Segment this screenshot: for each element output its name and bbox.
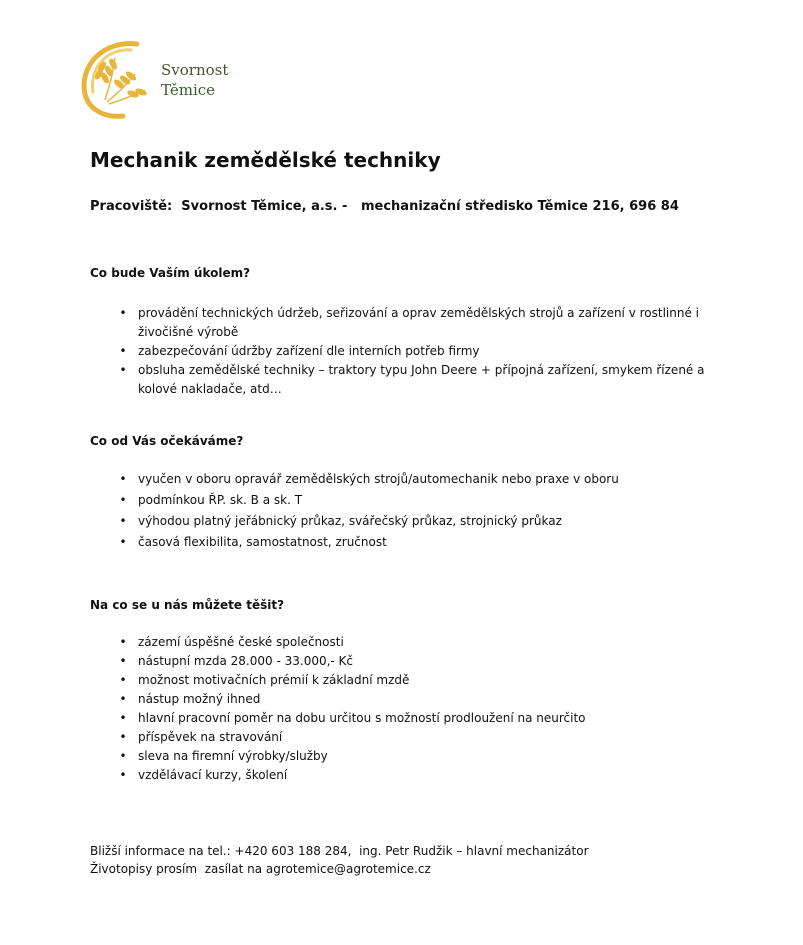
workplace-line: Pracoviště: Svornost Těmice, a.s. - mechanizační středisko Těmice 216, 696 84 [90,199,679,214]
list-item: • sleva na firemní výrobky/služby [119,749,328,763]
wheat-logo-icon [75,38,165,120]
contact-footer [90,842,589,878]
list-item: • časová flexibilita, samostatnost, zručnost [119,535,387,549]
company-logo [75,38,235,120]
contact-info-line: Bližší informace na tel.: +420 603 188 284, ing. Petr Rudžik – hlavní mechanizátor [90,844,589,858]
list-item: • nástup možný ihned [119,692,261,706]
list-item: • příspěvek na stravování [119,730,283,744]
list-item: • možnost motivačních prémií k základní mzdě [119,673,410,687]
list-item: • vyučen v oboru opravář zemědělských strojů/automechanik nebo praxe v oboru [119,472,619,486]
cv-instructions-line: Životopisy prosím zasílat na agrotemice@agrotemice.cz [90,862,431,876]
requirements-list [118,470,723,552]
tasks-list [118,304,723,399]
section-heading-benefits: Na co se u nás můžete těšit? [90,598,285,612]
list-item: • zabezpečování údržby zařízení dle interních potřeb firmy [119,344,480,358]
list-item: • obsluha zemědělské techniky – traktory typu John Deere + přípojná zařízení, smykem řízené a kolové nakladače, atd… [119,363,705,396]
list-item: • provádění technických údržeb, seřizování a oprav zemědělských strojů a zařízení v rostlinné i živočišné výrobě [119,306,699,339]
list-item: • hlavní pracovní poměr na dobu určitou s možností prodloužení na neurčito [119,711,586,725]
list-item: • zázemí úspěšné české společnosti [119,635,344,649]
section-heading-requirements: Co od Vás očekáváme? [90,434,244,448]
list-item: • vzdělávací kurzy, školení [119,768,288,782]
logo-wordmark [161,60,228,100]
list-item: • výhodou platný jeřábnický průkaz, svářečský průkaz, strojnický průkaz [119,514,562,528]
logo-line-2: Těmice [161,81,216,99]
list-item: • podmínkou ŘP. sk. B a sk. T [119,493,303,507]
logo-line-1: Svornost [161,61,229,79]
benefits-list [118,633,723,785]
list-item: • nástupní mzda 28.000 - 33.000,- Kč [119,654,354,668]
page-title: Mechanik zemědělské techniky [90,148,441,172]
section-heading-tasks: Co bude Vaším úkolem? [90,266,251,280]
